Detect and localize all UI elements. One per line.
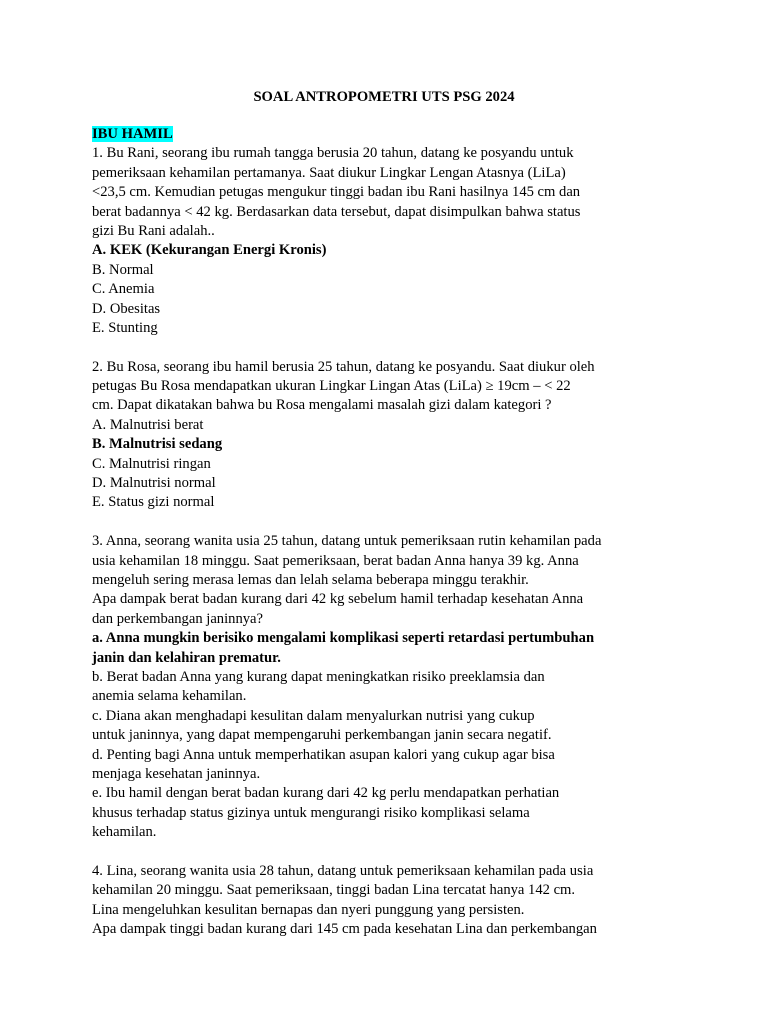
question-3-option-d: menjaga kesehatan janinnya. (92, 765, 261, 782)
question-1-option-b: B. Normal (92, 261, 154, 278)
question-1-option-c: C. Anemia (92, 281, 155, 298)
question-3 (92, 532, 652, 842)
paragraph-gap (92, 513, 652, 532)
question-2-option-d: D. Malnutrisi normal (92, 475, 216, 492)
section-heading (92, 125, 652, 144)
question-3-option-b: b. Berat badan Anna yang kurang dapat meningkatkan risiko preeklamsia dan (92, 668, 545, 685)
question-1-option-e: E. Stunting (92, 319, 158, 336)
question-4-line: Lina mengeluhkan kesulitan bernapas dan nyeri punggung yang persisten. (92, 901, 525, 918)
question-1-option-d: D. Obesitas (92, 300, 161, 317)
question-2-option-c: C. Malnutrisi ringan (92, 455, 211, 472)
question-3-option-a-answer: janin dan kelahiran prematur. (92, 649, 281, 666)
question-3-option-e: khusus terhadap status gizinya untuk mengurangi risiko komplikasi selama (92, 804, 530, 821)
section-heading-text: IBU HAMIL (92, 126, 173, 142)
question-3-line: dan perkembangan janinnya? (92, 610, 263, 627)
question-3-line: mengeluh sering merasa lemas dan lelah selama beberapa minggu terakhir. (92, 571, 529, 588)
question-4 (92, 862, 652, 940)
question-1-line: berat badannya < 42 kg. Berdasarkan data tersebut, dapat disimpulkan bahwa status (92, 203, 581, 220)
question-4-line: kehamilan 20 minggu. Saat pemeriksaan, tinggi badan Lina tercatat hanya 142 cm. (92, 882, 576, 899)
question-2-line: petugas Bu Rosa mendapatkan ukuran Lingkar Lingan Atas (LiLa) ≥ 19cm – < 22 (92, 378, 571, 395)
question-3-option-b: anemia selama kehamilan. (92, 688, 247, 705)
question-2-line: 2. Bu Rosa, seorang ibu hamil berusia 25 tahun, datang ke posyandu. Saat diukur oleh (92, 358, 595, 375)
question-3-line: 3. Anna, seorang wanita usia 25 tahun, datang untuk pemeriksaan rutin kehamilan pada (92, 533, 602, 550)
question-2 (92, 358, 652, 513)
paragraph-gap (92, 338, 652, 357)
question-3-option-d: d. Penting bagi Anna untuk memperhatikan asupan kalori yang cukup agar bisa (92, 746, 555, 763)
question-1-line: pemeriksaan kehamilan pertamanya. Saat diukur Lingkar Lengan Atasnya (LiLa) (92, 164, 566, 181)
question-1 (92, 144, 652, 338)
question-4-line: 4. Lina, seorang wanita usia 28 tahun, datang untuk pemeriksaan kehamilan pada usia (92, 862, 594, 879)
question-2-option-a: A. Malnutrisi berat (92, 416, 204, 433)
question-1-line: gizi Bu Rani adalah.. (92, 222, 215, 239)
question-3-option-e: kehamilan. (92, 824, 157, 841)
question-3-option-e: e. Ibu hamil dengan berat badan kurang dari 42 kg perlu mendapatkan perhatian (92, 785, 560, 802)
question-1-line: <23,5 cm. Kemudian petugas mengukur tinggi badan ibu Rani hasilnya 145 cm dan (92, 184, 581, 201)
question-2-option-b-answer: B. Malnutrisi sedang (92, 436, 223, 453)
question-2-line: cm. Dapat dikatakan bahwa bu Rosa mengalami masalah gizi dalam kategori ? (92, 397, 552, 414)
question-4-line: Apa dampak tinggi badan kurang dari 145 cm pada kesehatan Lina dan perkembangan (92, 921, 597, 938)
question-3-option-c: untuk janinnya, yang dapat mempengaruhi perkembangan janin secara negatif. (92, 727, 552, 744)
document-body (92, 125, 652, 939)
question-1-line: 1. Bu Rani, seorang ibu rumah tangga berusia 20 tahun, datang ke posyandu untuk (92, 145, 574, 162)
question-1-option-a-answer: A. KEK (Kekurangan Energi Kronis) (92, 242, 327, 259)
document-title: SOAL ANTROPOMETRI UTS PSG 2024 (253, 89, 515, 105)
question-3-line: Apa dampak berat badan kurang dari 42 kg sebelum hamil terhadap kesehatan Anna (92, 591, 584, 608)
question-3-option-a-answer: a. Anna mungkin berisiko mengalami komplikasi seperti retardasi pertumbuhan (92, 630, 595, 647)
question-3-line: usia kehamilan 18 minggu. Saat pemeriksaan, berat badan Anna hanya 39 kg. Anna (92, 552, 579, 569)
question-3-option-c: c. Diana akan menghadapi kesulitan dalam menyalurkan nutrisi yang cukup (92, 707, 535, 724)
paragraph-gap (92, 842, 652, 861)
question-2-option-e: E. Status gizi normal (92, 494, 215, 511)
